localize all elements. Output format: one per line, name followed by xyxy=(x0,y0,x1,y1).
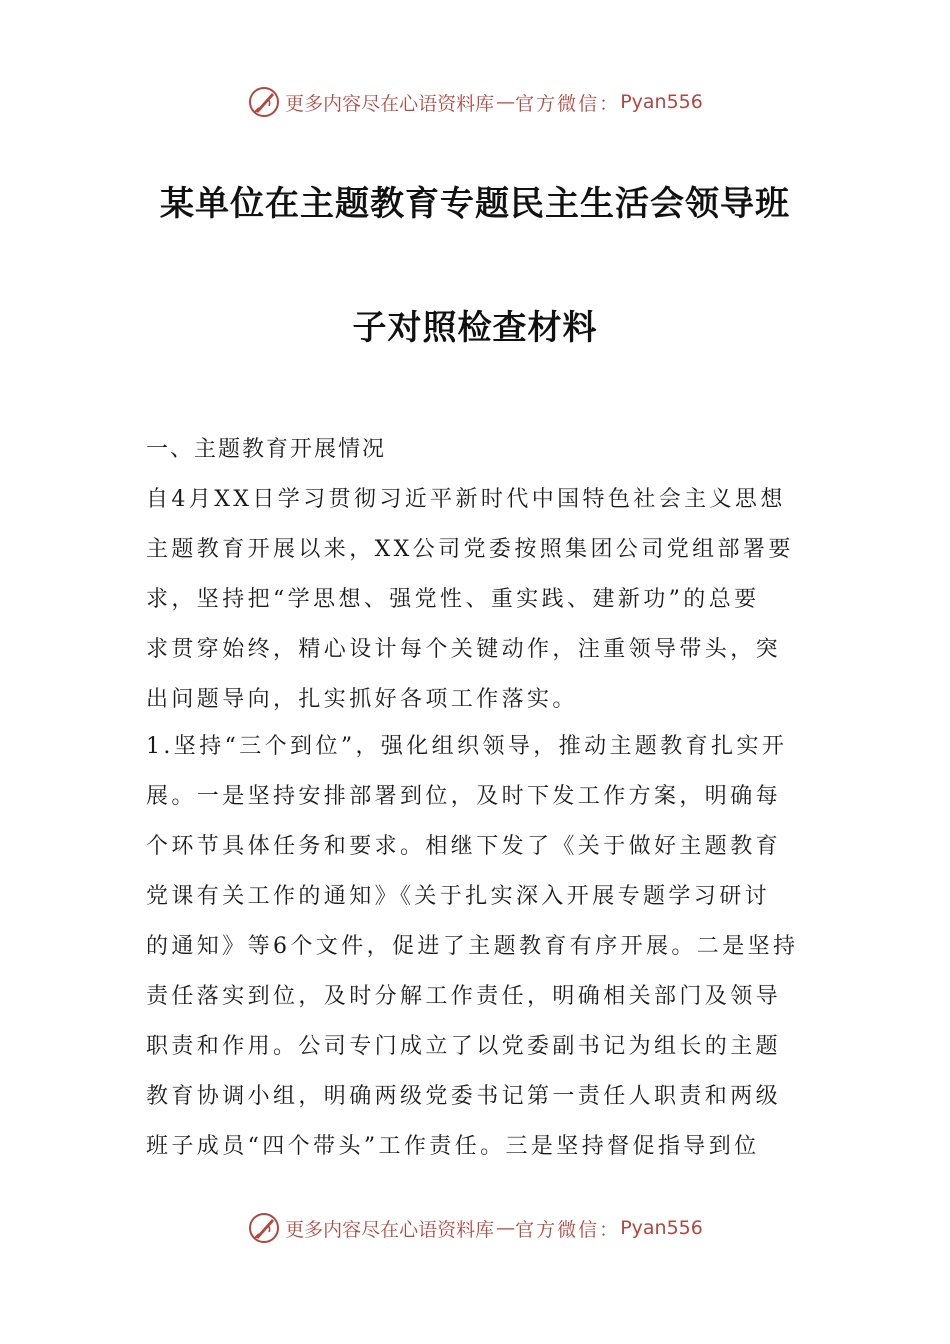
watermark-wechat-id: Pyan556 xyxy=(620,91,703,113)
paragraph-2 xyxy=(146,722,806,1172)
paragraph-line: 教育协调小组，明确两级党委书记第一责任人职责和两级 xyxy=(146,1084,782,1109)
paragraph-line: 责任落实到位，及时分解工作责任，明确相关部门及领导 xyxy=(146,984,782,1009)
paragraph-line: 职责和作用。公司专门成立了以党委副书记为组长的主题 xyxy=(146,1034,782,1059)
paragraph-line: 展。一是坚持安排部署到位，及时下发工作方案，明确每 xyxy=(146,784,782,809)
paragraph-line: 班子成员“四个带头”工作责任。三是坚持督促指导到位 xyxy=(146,1134,760,1159)
footer-watermark xyxy=(0,1208,950,1248)
watermark-wechat-id: Pyan556 xyxy=(620,1217,703,1239)
paragraph-line: 自4月XX日学习贯彻习近平新时代中国特色社会主义思想 xyxy=(146,487,786,512)
quill-pen-logo-icon xyxy=(247,1211,281,1245)
document-title-line-2: 子对照检查材料 xyxy=(352,308,598,348)
paragraph-line: 主题教育开展以来，XX公司党委按照集团公司党组部署要 xyxy=(146,537,794,562)
paragraph-1 xyxy=(146,475,806,725)
paragraph-line: 的通知》等6个文件，促进了主题教育有序开展。二是坚持 xyxy=(146,934,799,959)
paragraph-line: 求贯穿始终，精心设计每个关键动作，注重领导带头，突 xyxy=(146,637,782,662)
watermark-site-text: 更多内容尽在心语资料库 xyxy=(285,1218,495,1241)
watermark-site-text: 更多内容尽在心语资料库 xyxy=(285,92,495,115)
header-watermark xyxy=(0,82,950,122)
document-title-line-1: 某单位在主题教育专题民主生活会领导班 xyxy=(160,184,790,224)
watermark-dash: — xyxy=(496,1217,514,1239)
watermark-wechat-label: 官方微信： xyxy=(515,1218,621,1241)
paragraph-line: 出问题导向，扎实抓好各项工作落实。 xyxy=(146,687,578,712)
watermark-dash: — xyxy=(496,91,514,113)
watermark-wechat-label: 官方微信： xyxy=(515,92,621,115)
section-heading: 一、主题教育开展情况 xyxy=(146,437,387,462)
quill-pen-logo-icon xyxy=(247,85,281,119)
paragraph-line: 个环节具体任务和要求。相继下发了《关于做好主题教育 xyxy=(146,834,782,859)
paragraph-line: 求，坚持把“学思想、强党性、重实践、建新功”的总要 xyxy=(146,587,760,612)
paragraph-line: 党课有关工作的通知》《关于扎实深入开展专题学习研讨 xyxy=(146,884,771,909)
paragraph-line: 1.坚持“三个到位”，强化组织领导，推动主题教育扎实开 xyxy=(146,734,788,759)
